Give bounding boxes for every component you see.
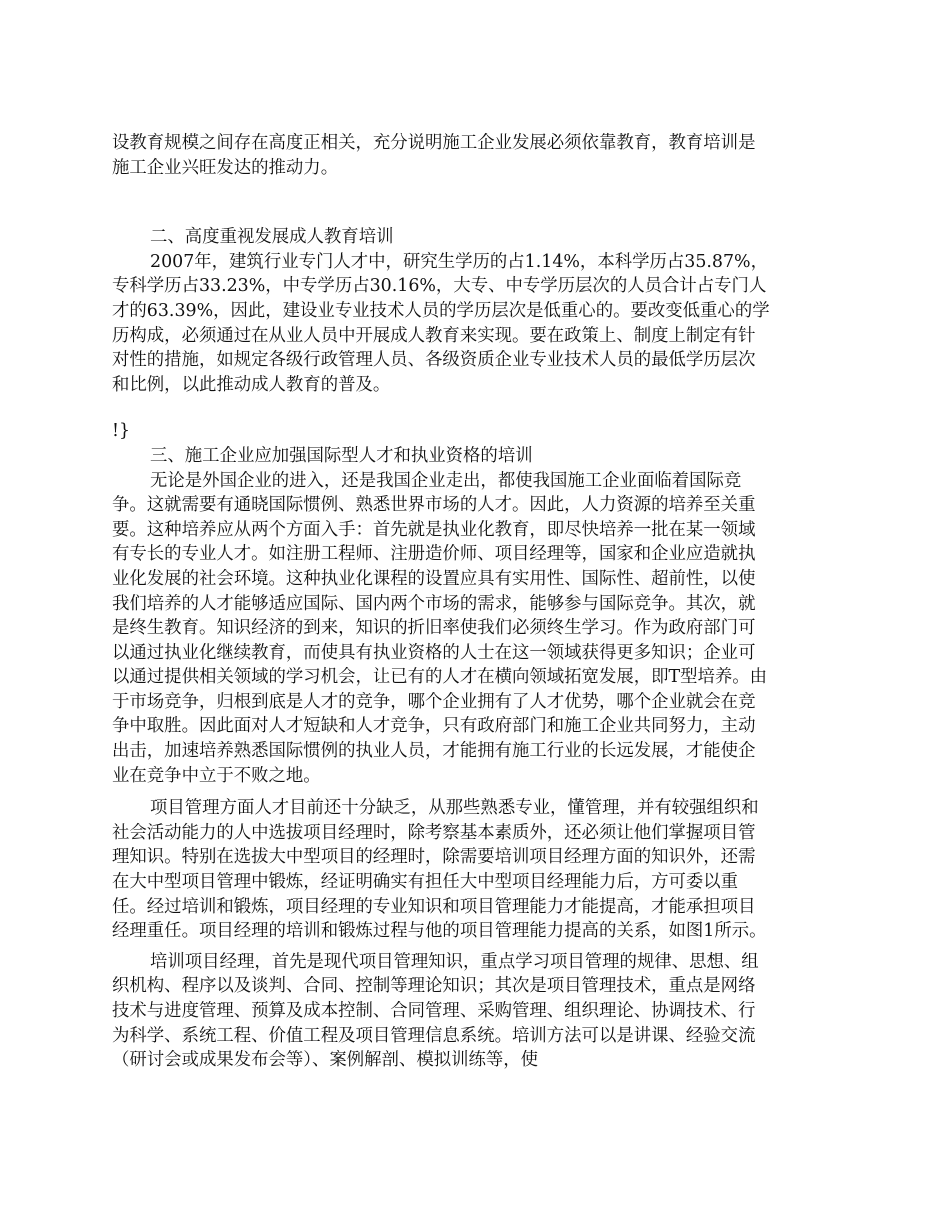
paragraph-intro: 设教育规模之间存在高度正相关，充分说明施工企业发展必须依靠教育，教育培训是施工企业兴旺发达的推动力。 (112, 133, 756, 178)
paragraph-project-management: 项目管理方面人才目前还十分缺乏，从那些熟悉专业，懂管理，并有较强组织和社会活动能力的人中选拔项目经理时，除考察基本素质外，还必须让他们掌握项目管理知识。特别在选拔大中型项目的经理时，除需要培训项目经理方面的知识外，还需在大中型项目管理中锻炼，经证明确实有担任大中型项目经理能力后，方可委以重任。经过培训和锻炼，项目经理的专业知识和项目管理能力才能提高，才能承担项目经理重任。项目经理的培训和锻炼过程与他的项目管理能力提高的关系，如图1所示。 (112, 798, 767, 942)
document-body (112, 131, 772, 1073)
paragraph-stats: 2007年，建筑行业专门人才中，研究生学历的占1.14%，本科学历占35.87%，专科学历占33.23%，中专学历占30.16%，大专、中专学历层次的人员合计占专门人才的63.39%，因此，建设业专业技术人员的学历层次是低重心的。要改变低重心的学历构成，必须通过在从业人员中开展成人教育来实现。要在政策上、制度上制定有针对性的措施，如规定各级行政管理人员、各级资质企业专业技术人员的最低学历层次和比例，以此推动成人教育的普及。 (112, 251, 770, 395)
paragraph-training: 培训项目经理，首先是现代项目管理知识，重点学习项目管理的规律、思想、组织机构、程序以及谈判、合同、控制等理论知识；其次是项目管理技术，重点是网络技术与进度管理、预算及成本控制、合同管理、采购管理、组织理论、协调技术、行为科学、系统工程、价值工程及项目管理信息系统。培训方法可以是讲课、经验交流 （研讨会或成果发布会等）、案例解剖、模拟训练等，使 (112, 951, 759, 1071)
section-heading-3: 三、施工企业应加强国际型人才和执业资格的培训 (150, 445, 533, 466)
paragraph-international: 无论是外国企业的进入，还是我国企业走出，都使我国施工企业面临着国际竞争。这就需要有通晓国际惯例、熟悉世界市场的人才。因此，人力资源的培养至关重要。这种培养应从两个方面入手：首先就是执业化教育，即尽快培养一批在某一领域有专长的专业人才。如注册工程师、注册造价师、项目经理等，国家和企业应造就执业化发展的社会环境。这种执业化课程的设置应具有实用性、国际性、超前性，以使我们培养的人才能够适应国际、国内两个市场的需求，能够参与国际竞争。其次，就是终生教育。知识经济的到来，知识的折旧率使我们必须终生学习。作为政府部门可以通过执业化继续教育，而使具有执业资格的人士在这一领域获得更多知识；企业可以通过提供相关领域的学习机会，让已有的人才在横向领域拓宽发展，即T型培养。由于市场竞争，归根到底是人才的竞争，哪个企业拥有了人才优势，哪个企业就会在竞争中取胜。因此面对人才短缺和人才竞争，只有政府部门和施工企业共同努力，主动出击，加速培养熟悉国际惯例的执业人员，才能拥有施工行业的长远发展，才能使企业在竞争中立于不败之地。 (112, 470, 768, 786)
stray-mark: !} (112, 421, 131, 442)
section-heading-2: 二、高度重视发展成人教育培训 (150, 227, 394, 248)
